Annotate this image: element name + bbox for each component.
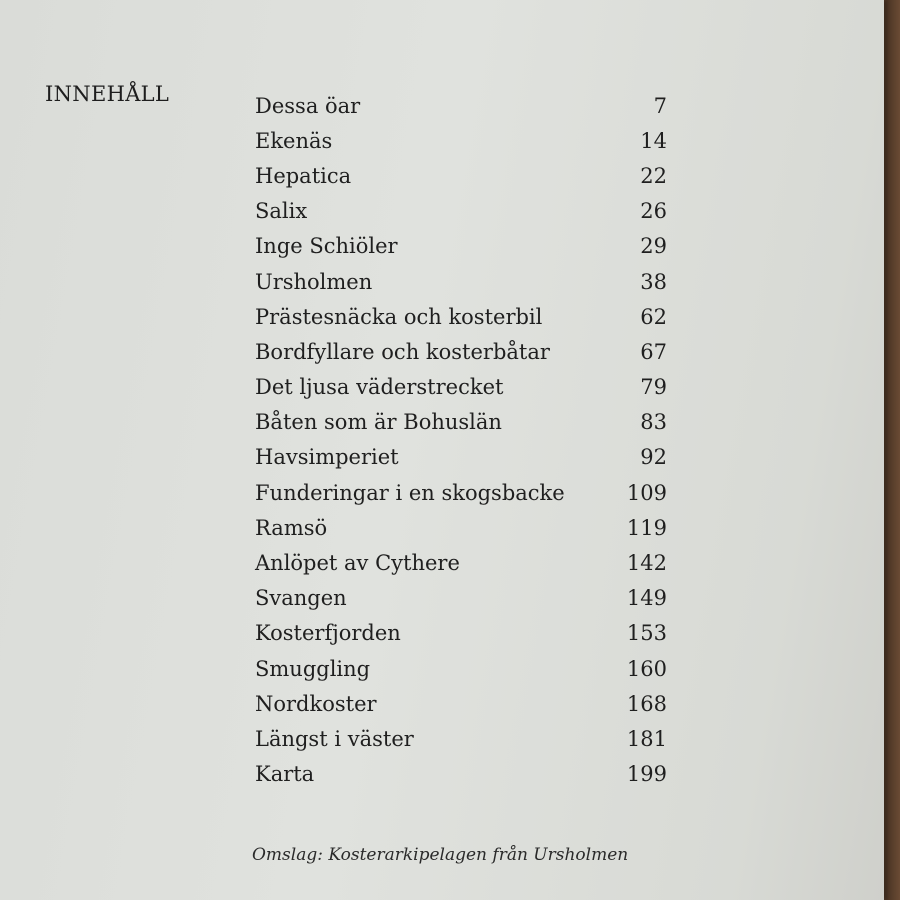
table-of-contents [255,88,667,792]
toc-entry [255,405,667,440]
toc-entry [255,757,667,792]
toc-entry-title: Ursholmen [255,269,373,294]
toc-entry [255,686,667,721]
toc-entry [255,123,667,158]
toc-entry [255,299,667,334]
toc-entry [255,581,667,616]
toc-entry [255,194,667,229]
toc-entry-page-number: 119 [626,515,667,540]
toc-entry [255,545,667,580]
toc-entry [255,370,667,405]
toc-entry [255,334,667,369]
toc-entry-title: Karta [255,762,315,787]
toc-entry-title: Dessa öar [255,93,361,118]
toc-entry-page-number: 109 [626,480,667,505]
toc-entry-title: Inge Schiöler [255,234,398,259]
toc-entry-page-number: 38 [640,269,667,294]
toc-entry-page-number: 29 [640,234,667,259]
toc-entry-title: Det ljusa väderstrecket [255,375,504,400]
toc-entry [255,651,667,686]
toc-entry-page-number: 153 [626,621,667,646]
toc-entry-page-number: 79 [640,375,667,400]
cover-caption: Omslag: Kosterarkipelagen från Ursholmen [252,845,629,865]
toc-entry-page-number: 160 [626,656,667,681]
toc-entry-page-number: 181 [626,726,667,751]
toc-entry-title: Längst i väster [255,726,414,751]
toc-entry-page-number: 92 [640,445,667,470]
toc-entry-page-number: 83 [640,410,667,435]
toc-entry-title: Havsimperiet [255,445,399,470]
toc-entry [255,158,667,193]
toc-entry-page-number: 62 [640,304,667,329]
toc-entry [255,440,667,475]
toc-entry-title: Ramsö [255,515,328,540]
toc-entry [255,475,667,510]
toc-entry-title: Kosterfjorden [255,621,401,646]
toc-entry-title: Hepatica [255,163,352,188]
toc-entry-page-number: 199 [626,762,667,787]
toc-entry-page-number: 14 [640,128,667,153]
toc-entry-title: Ekenäs [255,128,333,153]
toc-entry-title: Salix [255,199,308,224]
toc-entry-page-number: 67 [640,339,667,364]
toc-entry-title: Smuggling [255,656,371,681]
toc-entry-page-number: 142 [626,551,667,576]
toc-entry [255,721,667,756]
toc-entry-page-number: 7 [653,93,667,118]
toc-entry-title: Svangen [255,586,347,611]
toc-entry [255,264,667,299]
toc-entry [255,88,667,123]
toc-entry-title: Anlöpet av Cythere [255,551,460,576]
toc-entry [255,510,667,545]
toc-entry-title: Båten som är Bohuslän [255,410,502,435]
toc-heading: INNEHÅLL [45,82,170,106]
toc-entry [255,616,667,651]
toc-entry-page-number: 26 [640,199,667,224]
toc-entry-title: Prästesnäcka och kosterbil [255,304,543,329]
toc-entry-page-number: 149 [626,586,667,611]
toc-entry-page-number: 22 [640,163,667,188]
toc-entry-title: Funderingar i en skogsbacke [255,480,565,505]
toc-entry [255,229,667,264]
toc-entry-page-number: 168 [626,691,667,716]
toc-entry-title: Bordfyllare och kosterbåtar [255,339,550,364]
toc-entry-title: Nordkoster [255,691,377,716]
